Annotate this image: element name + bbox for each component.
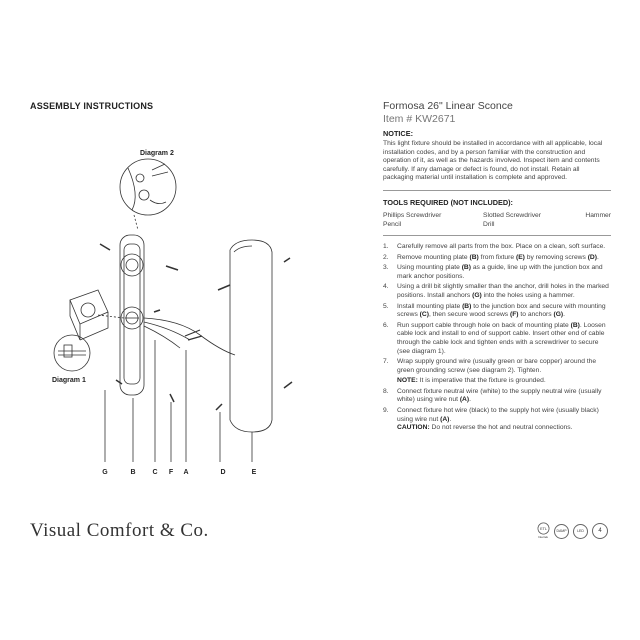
step-item: [383, 322, 611, 356]
step-item: [383, 243, 611, 252]
step-number: 3.: [383, 264, 389, 272]
etl-badge-caption: Intertek: [537, 535, 548, 539]
notice-title: NOTICE:: [383, 129, 413, 138]
step-number: 1.: [383, 242, 389, 250]
step-text: Connect fixture neutral wire (white) to the supply neutral wire (usually white) using wire nut (A).: [397, 387, 602, 404]
step-item: [383, 264, 611, 281]
tools-title: TOOLS REQUIRED (NOT INCLUDED):: [383, 197, 513, 207]
tool-item: Pencil: [383, 220, 402, 228]
item-number: Item # KW2671: [383, 113, 456, 125]
step-item: [383, 407, 611, 424]
step-text: Remove mounting plate (B) from fixture (E) by removing screws (D).: [397, 253, 599, 261]
step-text: Using a drill bit slightly smaller than the anchor, drill holes in the marked positions. Install anchors (G) into the holes using a hammer.: [397, 283, 609, 299]
notice-text: This light fixture should be installed in accordance with all applicable, local installation codes, and by a person familiar with the construction and operation of it, as well as the hazards involved. Inspect item and contents carefully. If any damage or defect is found, do not install. Retain all packaging material until installation is complete and approved.: [383, 140, 603, 182]
part-label-e: E: [251, 469, 257, 476]
part-label-c: C: [152, 469, 158, 476]
note-line: [383, 377, 611, 386]
part-label-f: F: [168, 469, 174, 476]
product-name: Formosa 26" Linear Sconce: [383, 100, 513, 112]
step-item: [383, 358, 611, 375]
step-text: Run support cable through hole on back of mounting plate (B). Loosen cable lock and install to end of support cable. Insert other end of cable through the cable lock and tighten ends with a screwdriver to secure (see diagram 1).: [397, 321, 606, 355]
svg-text:ETL: ETL: [539, 526, 547, 531]
assembly-diagram: [40, 140, 320, 480]
damp-rated-icon: DAMP: [554, 524, 569, 539]
fixture-body: [230, 240, 272, 432]
tool-item: Slotted Screwdriver: [483, 211, 541, 219]
certification-badges: [536, 522, 608, 540]
step-number: 8.: [383, 387, 389, 395]
caution-label: CAUTION:: [397, 424, 430, 432]
step-text: Carefully remove all parts from the box. Place on a clean, soft surface.: [397, 242, 606, 250]
step-text: Connect fixture hot wire (black) to the supply hot wire (usually black) using wire nut (A).: [397, 407, 599, 423]
step-number: 2.: [383, 253, 389, 261]
step-text: Using mounting plate (B) as a guide, line up with the junction box and mark anchor positions.: [397, 264, 603, 280]
divider: [383, 190, 611, 191]
diagram-2-detail-circle: [120, 159, 176, 215]
tool-item: [583, 221, 611, 228]
junction-box: [70, 290, 108, 324]
part-label-b: B: [130, 469, 136, 476]
tool-item: Phillips Screwdriver: [383, 211, 442, 219]
step-item: [383, 283, 611, 300]
caution-text: Do not reverse the hot and neutral connections.: [429, 424, 573, 432]
step-number: 9.: [383, 407, 389, 415]
part-label-d: D: [220, 469, 226, 476]
steps-list: [383, 243, 611, 375]
diagram-1-label: Diagram 1: [52, 377, 86, 384]
page-number: 4: [592, 523, 608, 539]
tool-item: Hammer: [585, 211, 611, 219]
step-item: [383, 254, 611, 263]
steps-list-continued: [383, 388, 611, 424]
step-number: 5.: [383, 302, 389, 310]
led-icon: LED: [573, 524, 588, 539]
step-text: Install mounting plate (B) to the junction box and secure with mounting screws (C), then secure wood screws (F) to anchors (G).: [397, 302, 606, 319]
caution-line: [383, 424, 611, 433]
step-item: [383, 303, 611, 320]
diagram-2-label: Diagram 2: [140, 150, 174, 157]
brand-logo: Visual Comfort & Co.: [30, 520, 209, 541]
doc-title: ASSEMBLY INSTRUCTIONS: [30, 101, 154, 111]
step-number: 4.: [383, 283, 389, 291]
tool-item: Drill: [483, 220, 495, 228]
assembly-illustration: [40, 140, 320, 480]
etl-listed-icon: [536, 522, 550, 540]
part-label-g: G: [102, 469, 108, 476]
part-label-a: A: [183, 469, 189, 476]
note-text: It is imperative that the fixture is grounded.: [417, 377, 546, 385]
divider: [383, 235, 611, 236]
step-number: 6.: [383, 321, 389, 329]
instructions-column: [383, 100, 611, 435]
step-number: 7.: [383, 358, 389, 366]
note-label: NOTE:: [397, 377, 418, 385]
tools-list: [383, 212, 611, 228]
step-item: [383, 388, 611, 405]
step-text: Wrap supply ground wire (usually green or bare copper) around the green grounding screw (see diagram 2). Tighten.: [397, 358, 597, 374]
